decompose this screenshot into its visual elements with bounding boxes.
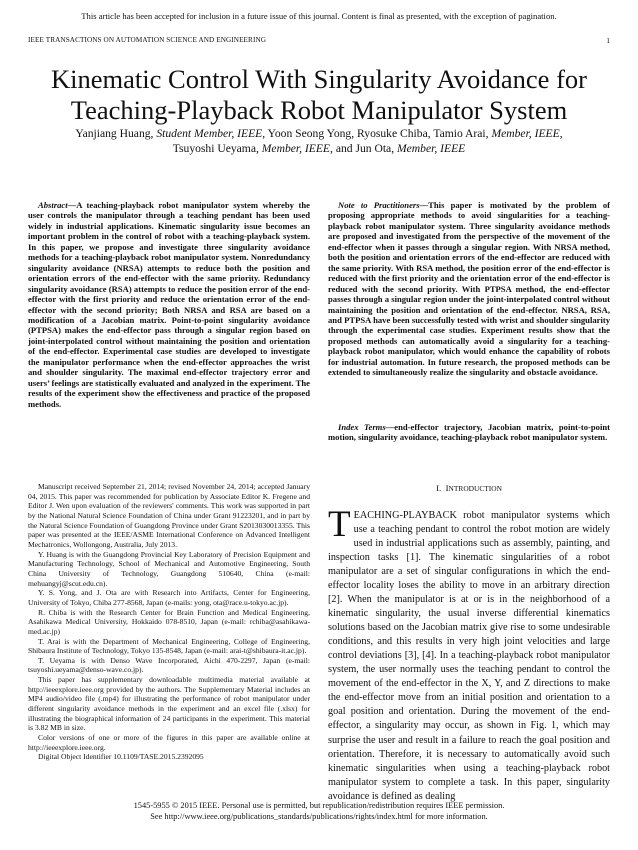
index-terms-text: end-effector trajectory, Jacobian matrix, point-to-point motion, singularity avoidance, teaching-playback robot manipulator system. bbox=[328, 422, 610, 443]
author-sep: , bbox=[255, 142, 262, 155]
copyright-line-1: 1545-5955 © 2015 IEEE. Personal use is permitted, but republication/redistribution requires IEEE permission. bbox=[133, 801, 505, 810]
acceptance-notice: This article has been accepted for inclusion in a future issue of this journal. Content is final as presented, with the exception of pagination. bbox=[81, 11, 557, 21]
paper-title bbox=[20, 64, 618, 126]
author-sep: , bbox=[485, 127, 492, 140]
footnote-affiliation: Y. Huang is with the Guangdong Provincial Key Laboratory of Precision Equipment and Manufacturing Technology, School of Mechanical and Automotive Engineering, South China University of Technology, Guangdong 510640, China (e-mail: mehuangyj@scut.edu.cn). bbox=[28, 549, 310, 588]
section-heading-introduction bbox=[328, 483, 610, 493]
author-list bbox=[20, 126, 618, 156]
footnote-affiliation: T. Arai is with the Department of Mechanical Engineering, College of Engineering, Shibaura Institute of Technology, Tokyo 135-8548, Japan (e-mail: arai-t@shibaura-it.ac.jp). bbox=[28, 636, 310, 656]
author-name: Tsuyoshi Ueyama bbox=[172, 142, 256, 155]
author-role: Member, IEEE bbox=[491, 127, 560, 140]
footnote-affiliation: T. Ueyama is with Denso Wave Incorporated, Aichi 470-2297, Japan (e-mail: tsuyoshi.ueyama@denso-wave.co.jp). bbox=[28, 655, 310, 675]
author-sep: , bbox=[262, 127, 268, 140]
intro-text: robot manipulator systems which use a teaching pendant to control the robot motion are widely used in industrial applications such as assembly, painting, and inspection tasks [1]. The kinematic singularities of a robot manipulator are a set of singular configurations in which the end-effector locality loses the ability to move in an arbitrary direction [2]. When the manipulator is at or is in the neighborhood of a kinematic singularity, the usual inverse differential kinematics solutions based on the Jacobian matrix give rise to some undesirable conditions, and this results in very high joint velocities and large control deviations [3], [4]. In a teaching-playback robot manipulator system, the user normally uses the teaching pendant to control the movement of the end-effector in the X, Y, and Z directions to make the end-effector move from an initial position and orientation to a goal position and orientation. During the movement of the end-effector, a singularity may occur, as shown in Fig. 1, which may surprise the user and result in a failure to reach the goal position and orientation. Therefore, it is necessary to automatically avoid such kinematic singularities when using a teaching-playback robot manipulator system to complete a task. In this paper, singularity avoidance is defined as dealing bbox=[328, 510, 610, 802]
author-role: Member, IEEE bbox=[261, 142, 331, 155]
copyright-line-2: See http://www.ieee.org/publications_standards/publications/rights/index.html for more information. bbox=[150, 812, 488, 821]
author-sep: , bbox=[391, 142, 397, 155]
author-sep: , bbox=[427, 127, 434, 140]
author-sep: , bbox=[150, 127, 157, 140]
author-sep: , bbox=[351, 127, 358, 140]
note-label: Note to Practitioners— bbox=[338, 200, 429, 210]
abstract-label: Abstract— bbox=[38, 200, 77, 210]
note-to-practitioners bbox=[328, 200, 610, 378]
intro-first-word: EACHING-PLAYBACK bbox=[353, 510, 457, 521]
running-header: IEEE TRANSACTIONS ON AUTOMATION SCIENCE AND ENGINEERING bbox=[28, 36, 267, 44]
footnotes bbox=[28, 482, 310, 762]
footnote-manuscript: Manuscript received September 21, 2014; revised November 24, 2014; accepted January 04, 2015. This paper was recommended for publication by Associate Editor K. Fregene and Editor J. Wen upon evaluation of the reviewers' comments. This work was supported in part by the National Natural Science Foundation of China under Grant 91223201, and in part by the Natural Science Foundation of Guangdong Province under Grant S2013030013355. This paper was presented at the IEEE/ASME International Conference on Advanced Intelligent Mechatronics, Wollongong, Australia, July 2013. bbox=[28, 482, 310, 549]
author-name: Ryosuke Chiba bbox=[357, 127, 428, 140]
footnote-affiliation: Y. S. Yong, and J. Ota are with Research into Artifacts, Center for Engineering, University of Tokyo, Chiba 277-8568, Japan (e-mails: yong, ota@race.u-tokyo.ac.jp). bbox=[28, 588, 310, 607]
author-name: Yanjiang Huang bbox=[75, 127, 151, 140]
page-number: 1 bbox=[606, 36, 610, 45]
introduction-body bbox=[328, 504, 610, 804]
footnote-affiliation: R. Chiba is with the Research Center for Brain Function and Medical Engineering, Asahikawa Medical University, Hokkaido 078-8510, Japan (e-mail: rchiba@asahikawa-med.ac.jp) bbox=[28, 607, 310, 636]
note-text: This paper is motivated by the problem of proposing appropriate methods to avoid singularities for a teaching-playback robot manipulator system. Three singularity avoidance methods are proposed and investigated from the perspective of the movement of the end-effector when it passes through a singular region. With NRSA method, both the position and orientation errors of the end-effector are reduced with the same priority. With RSA method, the position error of the end-effector is reduced with the first priority and the orientation error of the end-effector is reduced with the second priority. With PTPSA method, the end-effector passes through a singular region under the joint-interpolated control without maintaining the position and orientation of the end-effector. NRSA, RSA, and PTPSA have been successfully tested with wrist and shoulder singularity through the experimental case studies. Experiment results show that the proposed methods can automatically avoid a singularity for a teaching-playback robot manipulator, which would enhance the capability of robots for industrial automation. In future research, the proposed methods can be extended to simultaneously realize the singularity and obstacle avoidance. bbox=[328, 200, 610, 378]
author-name: Jun Ota bbox=[355, 142, 392, 155]
footnote-doi: Digital Object Identifier 10.1109/TASE.2015.2392095 bbox=[38, 752, 204, 762]
author-role: Member, IEEE bbox=[397, 142, 466, 155]
abstract bbox=[28, 200, 310, 409]
author-sep: , and bbox=[330, 142, 356, 155]
author-name: Tamio Arai bbox=[433, 127, 486, 140]
author-role: Student Member, IEEE bbox=[156, 127, 263, 140]
index-terms bbox=[328, 422, 610, 443]
author-sep: , bbox=[559, 127, 563, 140]
section-number: I. bbox=[436, 483, 442, 493]
index-terms-label: Index Terms— bbox=[338, 422, 395, 432]
title-line-1: Kinematic Control With Singularity Avoidance for bbox=[51, 64, 587, 94]
copyright-notice bbox=[0, 800, 638, 822]
abstract-text: A teaching-playback robot manipulator system whereby the user controls the manipulator through a teaching pendant has been used widely in industrial applications. Kinematic singularity issue becomes an important problem in the control of robot with a teaching-playback system. In this paper, we propose and investigate three singularity avoidance methods for a teaching-playback robot manipulator system. Nonredundancy singularity avoidance (NRSA) attempts to reduce both the position and orientation errors of the end-effector with the same priority. Redundancy singularity avoidance (RSA) attempts to reduce the position error of the end-effector with the first priority and reduce the orientation error of the end-effector with the second priority; Both NRSA and RSA are based on a modification of a Jacobian matrix. Point-to-point singularity avoidance (PTPSA) makes the end-effector pass through a singular region based on joint-interpolated control without maintaining the position and orientation of the end-effector. Experimental case studies are developed to investigate the manipulator performance when the end-effector approaches the wrist and shoulder singularity. The maximal end-effector trajectory error and users’ feelings are statistically evaluated and analyzed in the experiment. The results of the experiment show the effectiveness and practice of the proposed methods. bbox=[28, 200, 310, 409]
footnote-color: Color versions of one or more of the figures in this paper are available online at http://ieeexplore.ieee.org. bbox=[28, 733, 310, 752]
drop-cap: T bbox=[328, 504, 351, 545]
title-line-2: Teaching-Playback Robot Manipulator System bbox=[70, 95, 568, 125]
footnote-supplementary: This paper has supplementary downloadable multimedia material available at http://ieeexplore.ieee.org provided by the authors. The Supplementary Material includes an MP4 audio/video file (.mp4) for illustrating the performance of robot manipulator under different singularity avoidance methods in the experiment and an excel file (.xlsx) for illustrating the biographical information of 24 participants in the experiment. This material is 3.82 MB in size. bbox=[28, 675, 310, 733]
author-name: Yoon Seong Yong bbox=[267, 127, 352, 140]
section-title-rest: NTRODUCTION bbox=[448, 484, 502, 493]
section-title-initial: I bbox=[445, 483, 449, 493]
